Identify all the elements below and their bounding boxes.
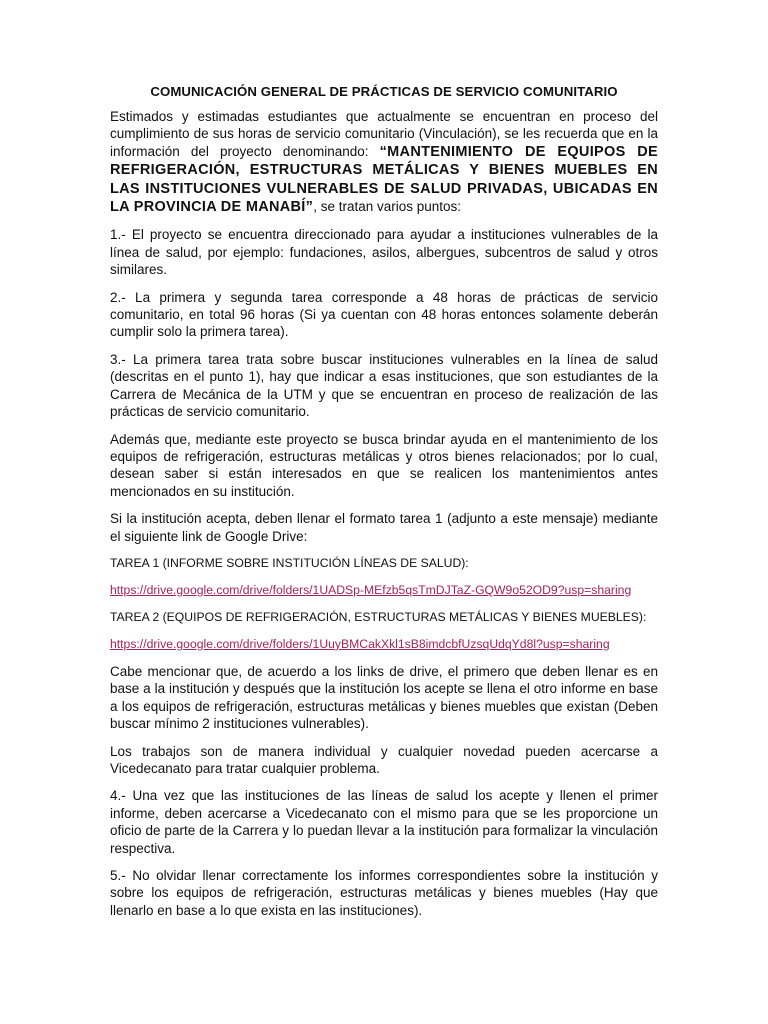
paragraph-cabe-mencionar: Cabe mencionar que, de acuerdo a los links de drive, el primero que deben llenar es en base a la institución y después que la institución los acepte se llena el otro informe en base a los equipos de refrigeración, estructuras metálicas y bienes muebles que existan (Deben buscar mínimo 2 instituciones vulnerables). <box>110 663 658 732</box>
point-3: 3.- La primera tarea trata sobre buscar instituciones vulnerables en la línea de salud (descritas en el punto 1), hay que indicar a esas instituciones, que son estudiantes de la Carrera de Mecánica de la UTM y que se encuentran en proceso de realización de las prácticas de servicio comunitario. <box>110 351 658 420</box>
document-title: COMUNICACIÓN GENERAL DE PRÁCTICAS DE SERVICIO COMUNITARIO <box>150 84 618 99</box>
tarea1-label: TAREA 1 (INFORME SOBRE INSTITUCIÓN LÍNEAS DE SALUD): <box>110 555 469 570</box>
paragraph-trabajos: Los trabajos son de manera individual y cualquier novedad pueden acercarse a Vicedecanato para tratar cualquier problema. <box>110 743 658 776</box>
paragraph-si-institucion: Si la institución acepta, deben llenar el formato tarea 1 (adjunto a este mensaje) mediante el siguiente link de Google Drive: <box>110 511 658 544</box>
project-name: “MANTENIMIENTO DE EQUIPOS DE REFRIGERACIÓN, ESTRUCTURAS METÁLICAS Y BIENES MUEBLES EN LAS INSTITUCIONES VULNERABLES DE SALUD PRIVADAS, UBICADAS EN LA PROVINCIA DE MANABÍ” <box>110 143 658 216</box>
point-2: 2.- La primera y segunda tarea corresponde a 48 horas de prácticas de servicio comunitario, en total 96 horas (Si ya cuentan con 48 horas entonces solamente deberán cumplir solo la primera tarea). <box>110 289 658 340</box>
tarea1-link[interactable]: https://drive.google.com/drive/folders/1UADSp-MEfzb5qsTmDJTaZ-GQW9o52OD9?usp=sharing <box>110 582 632 597</box>
point-4: 4.- Una vez que las instituciones de las líneas de salud los acepte y llenen el primer informe, deben acercarse a Vicedecanato con el mismo para que se les proporcione un oficio de parte de la Carrera y lo puedan llevar a la institución para formalizar la vinculación respectiva. <box>110 788 658 856</box>
intro-paragraph <box>110 108 658 216</box>
intro-text-part1: Estimados y estimadas estudiantes que actualmente se encuentran en proceso del cumplimiento de sus horas de servicio comunitario (Vinculación), se les recuerda que en la información del proyecto denominando: <box>110 109 658 159</box>
paragraph-ademas: Además que, mediante este proyecto se busca brindar ayuda en el mantenimiento de los equipos de refrigeración, estructuras metálicas y otros bienes relacionados; por lo cual, desean saber si están interesados en que se realicen los mantenimientos antes mencionados en su institución. <box>110 431 658 499</box>
point-1: 1.- El proyecto se encuentra direccionado para ayudar a instituciones vulnerables de la línea de salud, por ejemplo: fundaciones, asilos, albergues, subcentros de salud y otros similares. <box>110 227 658 278</box>
tarea2-link[interactable]: https://drive.google.com/drive/folders/1UuyBMCakXkl1sB8imdcbfUzsqUdqYd8l?usp=sharing <box>110 636 610 651</box>
intro-text-part2: , se tratan varios puntos: <box>313 199 462 215</box>
tarea2-label: TAREA 2 (EQUIPOS DE REFRIGERACIÓN, ESTRUCTURAS METÁLICAS Y BIENES MUEBLES): <box>110 609 647 624</box>
point-5: 5.- No olvidar llenar correctamente los informes correspondientes sobre la institución y sobre los equipos de refrigeración, estructuras metálicas y bienes muebles (Hay que llenarlo en base a lo que exista en las instituciones). <box>110 868 658 918</box>
